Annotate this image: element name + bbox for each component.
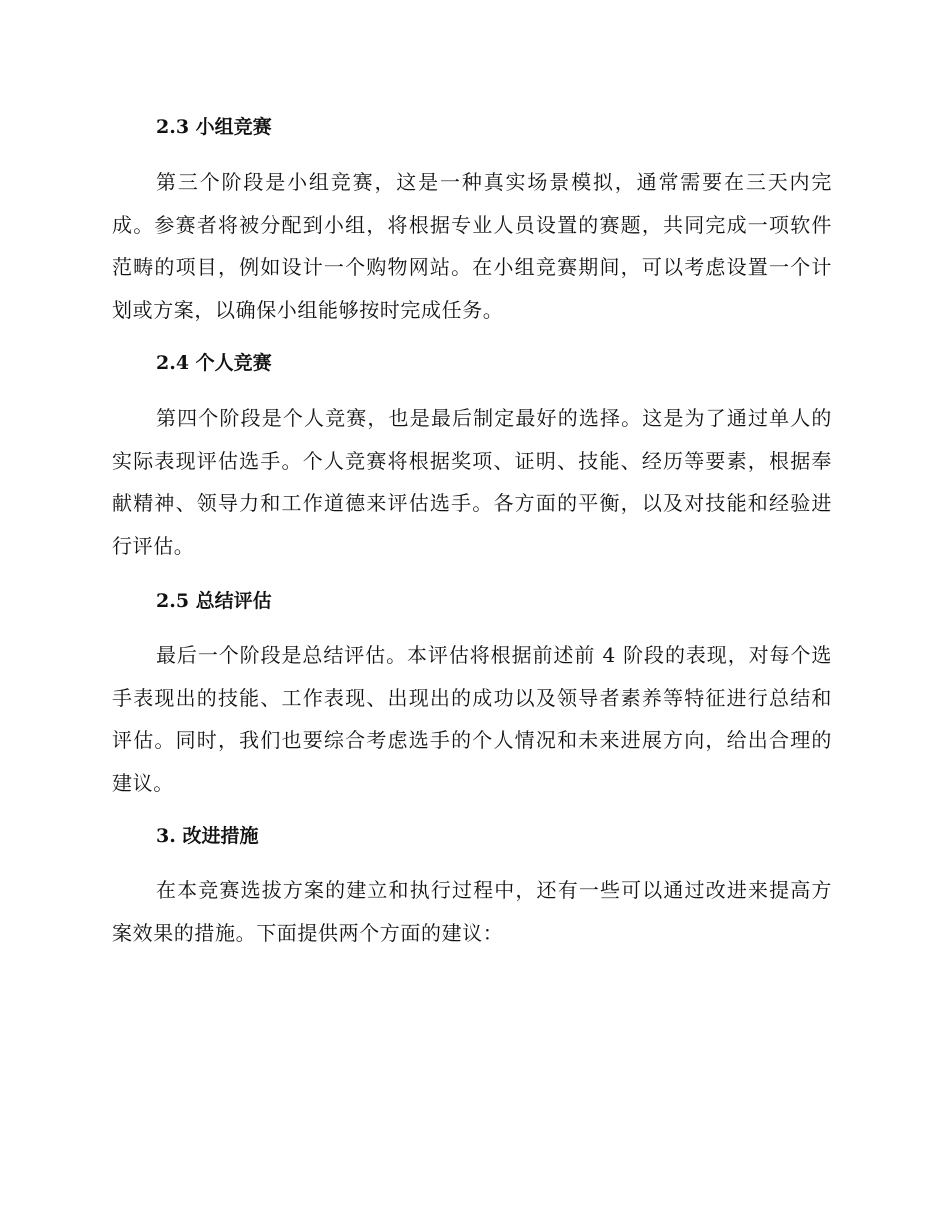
section-paragraph-improvement-measures: 在本竞赛选拔方案的建立和执行过程中，还有一些可以通过改进来提高方案效果的措施。下面提供两个方面的建议：	[112, 878, 832, 945]
section-paragraph-group-competition: 第三个阶段是小组竞赛，这是一种真实场景模拟，通常需要在三天内完成。参赛者将被分配到小组，将根据专业人员设置的赛题，共同完成一项软件范畴的项目，例如设计一个购物网站。在小组竞赛期间，可以考虑设置一个计划或方案，以确保小组能够按时完成任务。	[112, 170, 832, 322]
section-heading-summary-evaluation: 2.5 总结评估	[156, 590, 272, 612]
section-heading-improvement-measures: 3. 改进措施	[156, 825, 259, 847]
section-paragraph-summary-evaluation: 最后一个阶段是总结评估。本评估将根据前述前 4 阶段的表现，对每个选手表现出的技能、工作表现、出现出的成功以及领导者素养等特征进行总结和评估。同时，我们也要综合考虑选手的个人情况和未来进展方向，给出合理的建议。	[112, 643, 832, 795]
section-heading-group-competition: 2.3 小组竞赛	[156, 116, 272, 138]
section-heading-individual-competition: 2.4 个人竞赛	[156, 352, 272, 374]
section-paragraph-individual-competition: 第四个阶段是个人竞赛，也是最后制定最好的选择。这是为了通过单人的实际表现评估选手。个人竞赛将根据奖项、证明、技能、经历等要素，根据奉献精神、领导力和工作道德来评估选手。各方面的平衡，以及对技能和经验进行评估。	[112, 406, 832, 558]
